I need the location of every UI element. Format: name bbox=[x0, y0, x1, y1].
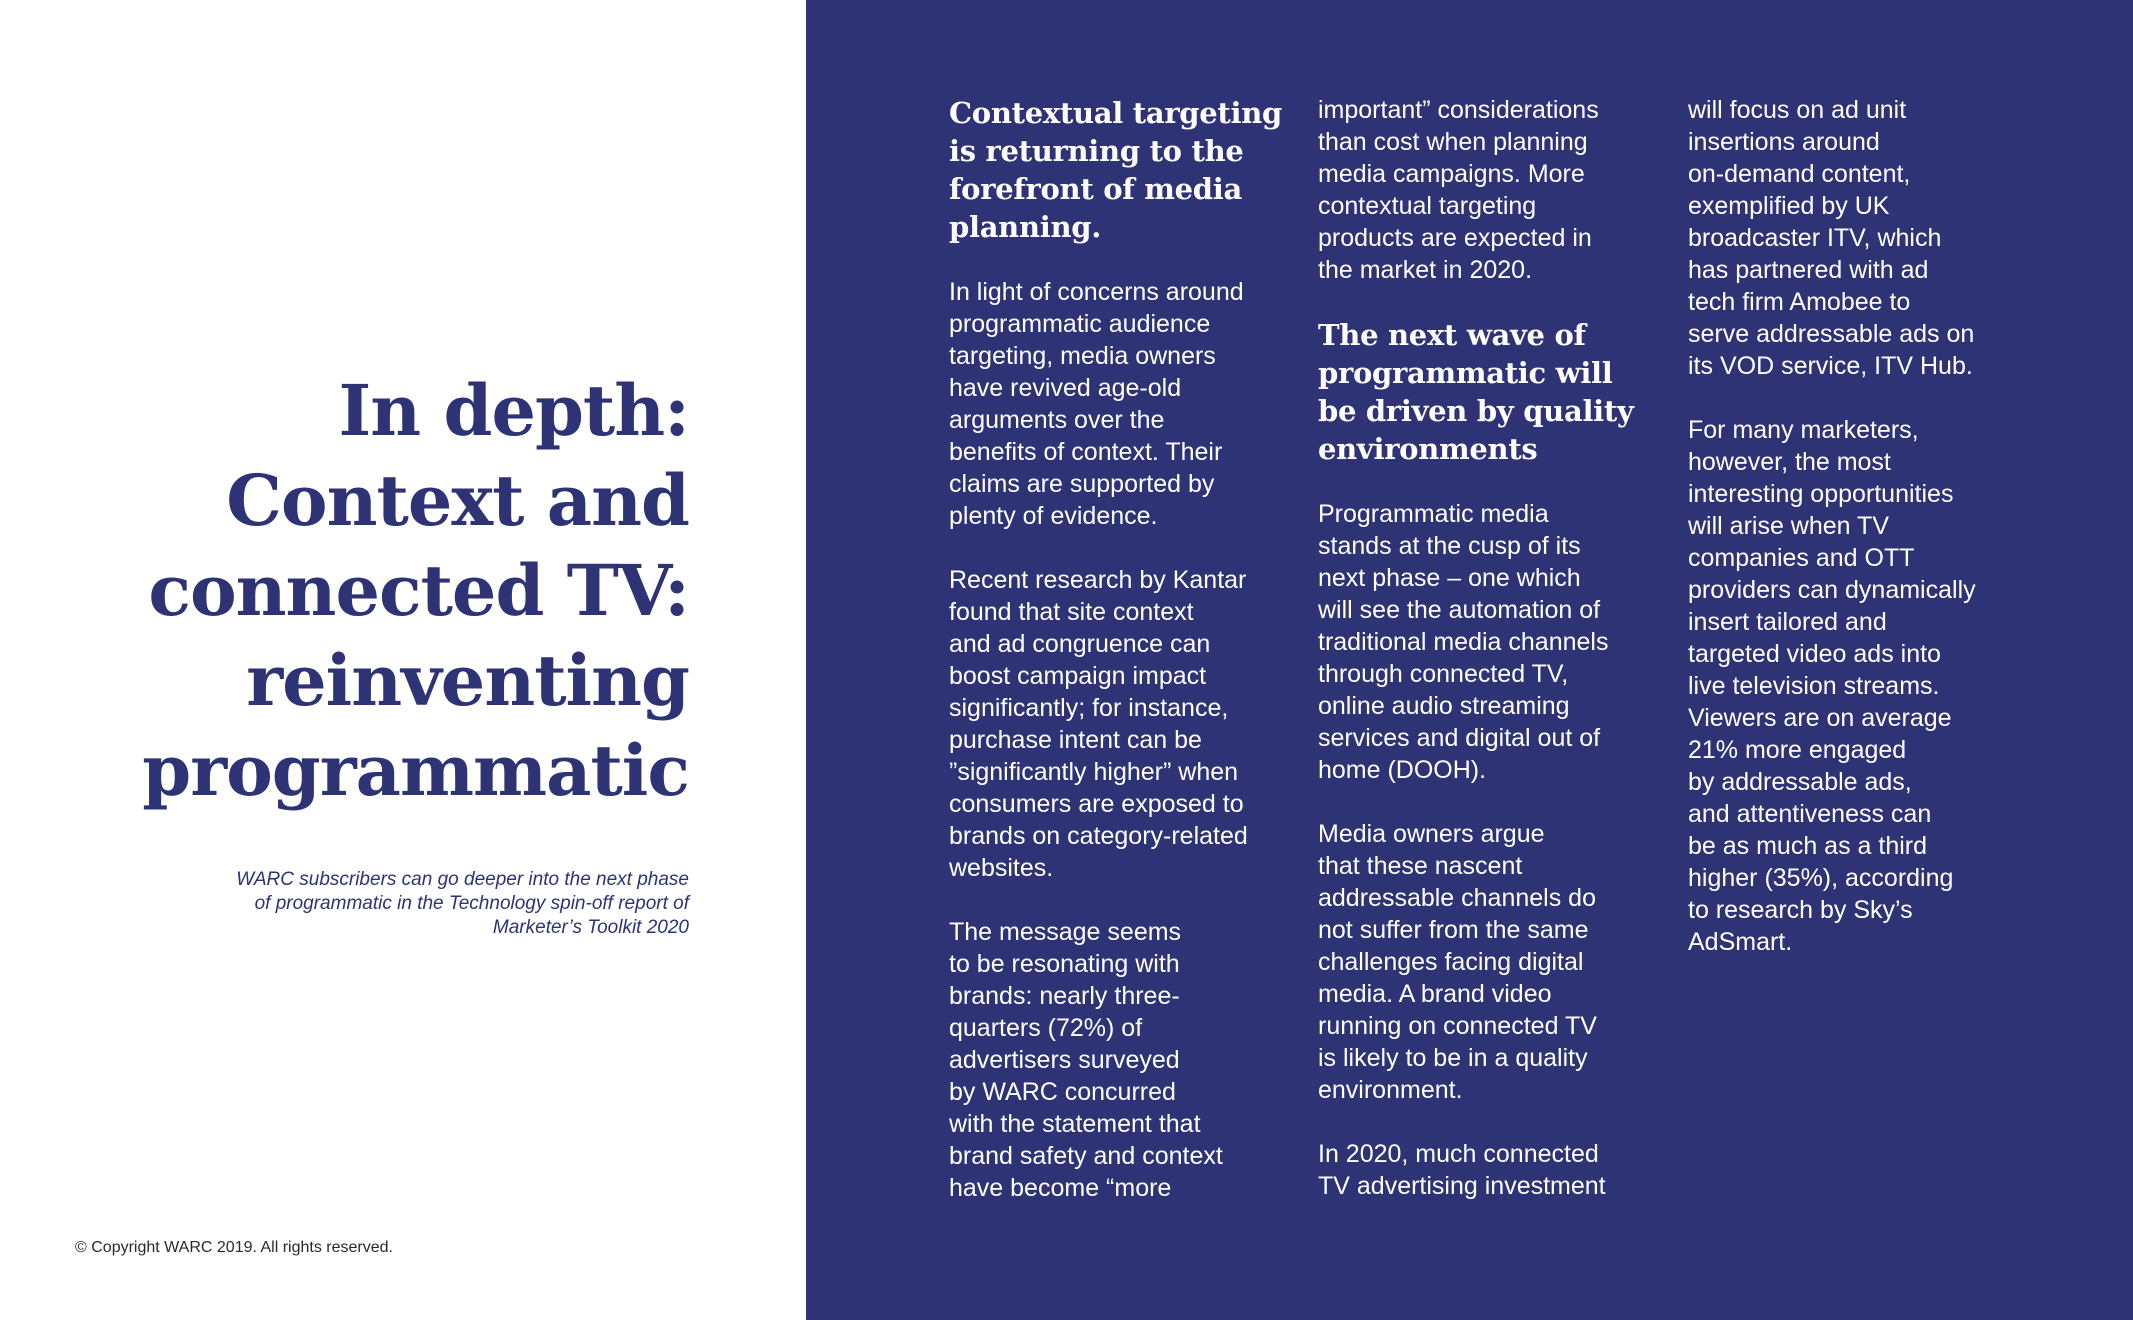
text-line: insertions around bbox=[1688, 128, 1880, 156]
section-heading-next-wave bbox=[1318, 316, 1658, 468]
text-line: challenges facing digital bbox=[1318, 948, 1584, 976]
text-line: brands on category-related bbox=[949, 822, 1248, 850]
text-line: by WARC concurred bbox=[949, 1078, 1176, 1106]
text-line: will see the automation of bbox=[1318, 596, 1601, 624]
text-line: ”significantly higher” when bbox=[949, 758, 1239, 786]
text-line: Programmatic media bbox=[1318, 500, 1549, 528]
text-line: important” considerations bbox=[1318, 96, 1599, 124]
text-line: TV advertising investment bbox=[1318, 1172, 1606, 1200]
paragraph bbox=[949, 564, 1289, 884]
text-line: quarters (72%) of bbox=[949, 1014, 1143, 1042]
text-line: Recent research by Kantar bbox=[949, 566, 1247, 594]
text-line: its VOD service, ITV Hub. bbox=[1688, 352, 1973, 380]
text-line: has partnered with ad bbox=[1688, 256, 1929, 284]
text-line: by addressable ads, bbox=[1688, 768, 1912, 796]
paragraph bbox=[949, 276, 1289, 532]
text-line: targeted video ads into bbox=[1688, 640, 1941, 668]
text-line: the market in 2020. bbox=[1318, 256, 1533, 284]
text-line: Media owners argue bbox=[1318, 820, 1545, 848]
text-line: addressable channels do bbox=[1318, 884, 1596, 912]
title-line: connected TV: bbox=[148, 549, 689, 632]
text-line: In light of concerns around bbox=[949, 278, 1244, 306]
text-line: next phase – one which bbox=[1318, 564, 1581, 592]
text-line: AdSmart. bbox=[1688, 928, 1793, 956]
heading-line: Contextual targeting bbox=[949, 96, 1282, 130]
text-line: will focus on ad unit bbox=[1688, 96, 1907, 124]
text-line: In 2020, much connected bbox=[1318, 1140, 1599, 1168]
text-line: to be resonating with bbox=[949, 950, 1180, 978]
text-line: live television streams. bbox=[1688, 672, 1940, 700]
text-line: insert tailored and bbox=[1688, 608, 1887, 636]
text-line: 21% more engaged bbox=[1688, 736, 1907, 764]
note-line: Marketer’s Toolkit 2020 bbox=[492, 917, 689, 938]
text-line: programmatic audience bbox=[949, 310, 1211, 338]
note-line: WARC subscribers can go deeper into the next phase bbox=[236, 869, 689, 890]
text-line: advertisers surveyed bbox=[949, 1046, 1180, 1074]
text-line: broadcaster ITV, which bbox=[1688, 224, 1942, 252]
text-line: on-demand content, bbox=[1688, 160, 1911, 188]
text-line: higher (35%), according bbox=[1688, 864, 1954, 892]
heading-line: environments bbox=[1318, 432, 1538, 466]
text-line: media campaigns. More bbox=[1318, 160, 1585, 188]
text-line: targeting, media owners bbox=[949, 342, 1216, 370]
paragraph bbox=[949, 916, 1289, 1204]
text-line: have become “more bbox=[949, 1174, 1172, 1202]
text-line: that these nascent bbox=[1318, 852, 1523, 880]
text-line: not suffer from the same bbox=[1318, 916, 1589, 944]
text-line: online audio streaming bbox=[1318, 692, 1570, 720]
title-line: In depth: bbox=[338, 369, 689, 452]
copyright-notice: © Copyright WARC 2019. All rights reserved. bbox=[75, 1239, 393, 1256]
text-line: have revived age-old bbox=[949, 374, 1182, 402]
title-line: reinventing bbox=[246, 639, 689, 722]
paragraph bbox=[1318, 818, 1658, 1106]
text-line: found that site context bbox=[949, 598, 1194, 626]
text-line: providers can dynamically bbox=[1688, 576, 1976, 604]
text-line: brand safety and context bbox=[949, 1142, 1223, 1170]
text-line: contextual targeting bbox=[1318, 192, 1537, 220]
text-line: purchase intent can be bbox=[949, 726, 1202, 754]
text-line: however, the most bbox=[1688, 448, 1891, 476]
text-line: than cost when planning bbox=[1318, 128, 1588, 156]
section-heading-contextual-targeting bbox=[949, 94, 1289, 246]
paragraph bbox=[1318, 94, 1658, 286]
paragraph bbox=[1688, 94, 2028, 382]
heading-line: The next wave of bbox=[1318, 318, 1586, 352]
article-column-1 bbox=[949, 94, 1289, 1204]
text-line: stands at the cusp of its bbox=[1318, 532, 1581, 560]
heading-line: forefront of media bbox=[949, 172, 1242, 206]
article-column-2 bbox=[1318, 94, 1658, 1202]
text-line: with the statement that bbox=[949, 1110, 1201, 1138]
text-line: consumers are exposed to bbox=[949, 790, 1244, 818]
text-line: and ad congruence can bbox=[949, 630, 1211, 658]
text-line: exemplified by UK bbox=[1688, 192, 1890, 220]
page-title bbox=[100, 366, 689, 816]
article-column-3 bbox=[1688, 94, 2028, 958]
text-line: interesting opportunities bbox=[1688, 480, 1954, 508]
text-line: running on connected TV bbox=[1318, 1012, 1597, 1040]
text-line: Viewers are on average bbox=[1688, 704, 1952, 732]
heading-line: planning. bbox=[949, 210, 1102, 244]
heading-line: be driven by quality bbox=[1318, 394, 1634, 428]
text-line: companies and OTT bbox=[1688, 544, 1915, 572]
text-line: traditional media channels bbox=[1318, 628, 1609, 656]
text-line: boost campaign impact bbox=[949, 662, 1207, 690]
title-line: Context and bbox=[226, 459, 689, 542]
paragraph bbox=[1688, 414, 2028, 958]
text-line: claims are supported by bbox=[949, 470, 1215, 498]
text-line: plenty of evidence. bbox=[949, 502, 1158, 530]
article-panel bbox=[806, 0, 2133, 1320]
text-line: For many marketers, bbox=[1688, 416, 1919, 444]
text-line: The message seems bbox=[949, 918, 1182, 946]
title-line: programmatic bbox=[142, 729, 689, 812]
text-line: home (DOOH). bbox=[1318, 756, 1487, 784]
paragraph bbox=[1318, 1138, 1658, 1202]
text-line: serve addressable ads on bbox=[1688, 320, 1975, 348]
text-line: services and digital out of bbox=[1318, 724, 1601, 752]
text-line: to research by Sky’s bbox=[1688, 896, 1913, 924]
text-line: products are expected in bbox=[1318, 224, 1592, 252]
heading-line: programmatic will bbox=[1318, 356, 1613, 390]
text-line: is likely to be in a quality bbox=[1318, 1044, 1588, 1072]
text-line: be as much as a third bbox=[1688, 832, 1928, 860]
text-line: will arise when TV bbox=[1688, 512, 1890, 540]
text-line: media. A brand video bbox=[1318, 980, 1552, 1008]
heading-line: is returning to the bbox=[949, 134, 1244, 168]
left-panel bbox=[0, 0, 806, 1320]
subscriber-note bbox=[150, 868, 689, 940]
text-line: benefits of context. Their bbox=[949, 438, 1223, 466]
text-line: tech firm Amobee to bbox=[1688, 288, 1911, 316]
text-line: significantly; for instance, bbox=[949, 694, 1229, 722]
text-line: brands: nearly three- bbox=[949, 982, 1180, 1010]
text-line: and attentiveness can bbox=[1688, 800, 1932, 828]
text-line: websites. bbox=[949, 854, 1054, 882]
text-line: through connected TV, bbox=[1318, 660, 1569, 688]
paragraph bbox=[1318, 498, 1658, 786]
text-line: arguments over the bbox=[949, 406, 1165, 434]
note-line: of programmatic in the Technology spin-off report of bbox=[254, 893, 689, 914]
text-line: environment. bbox=[1318, 1076, 1463, 1104]
